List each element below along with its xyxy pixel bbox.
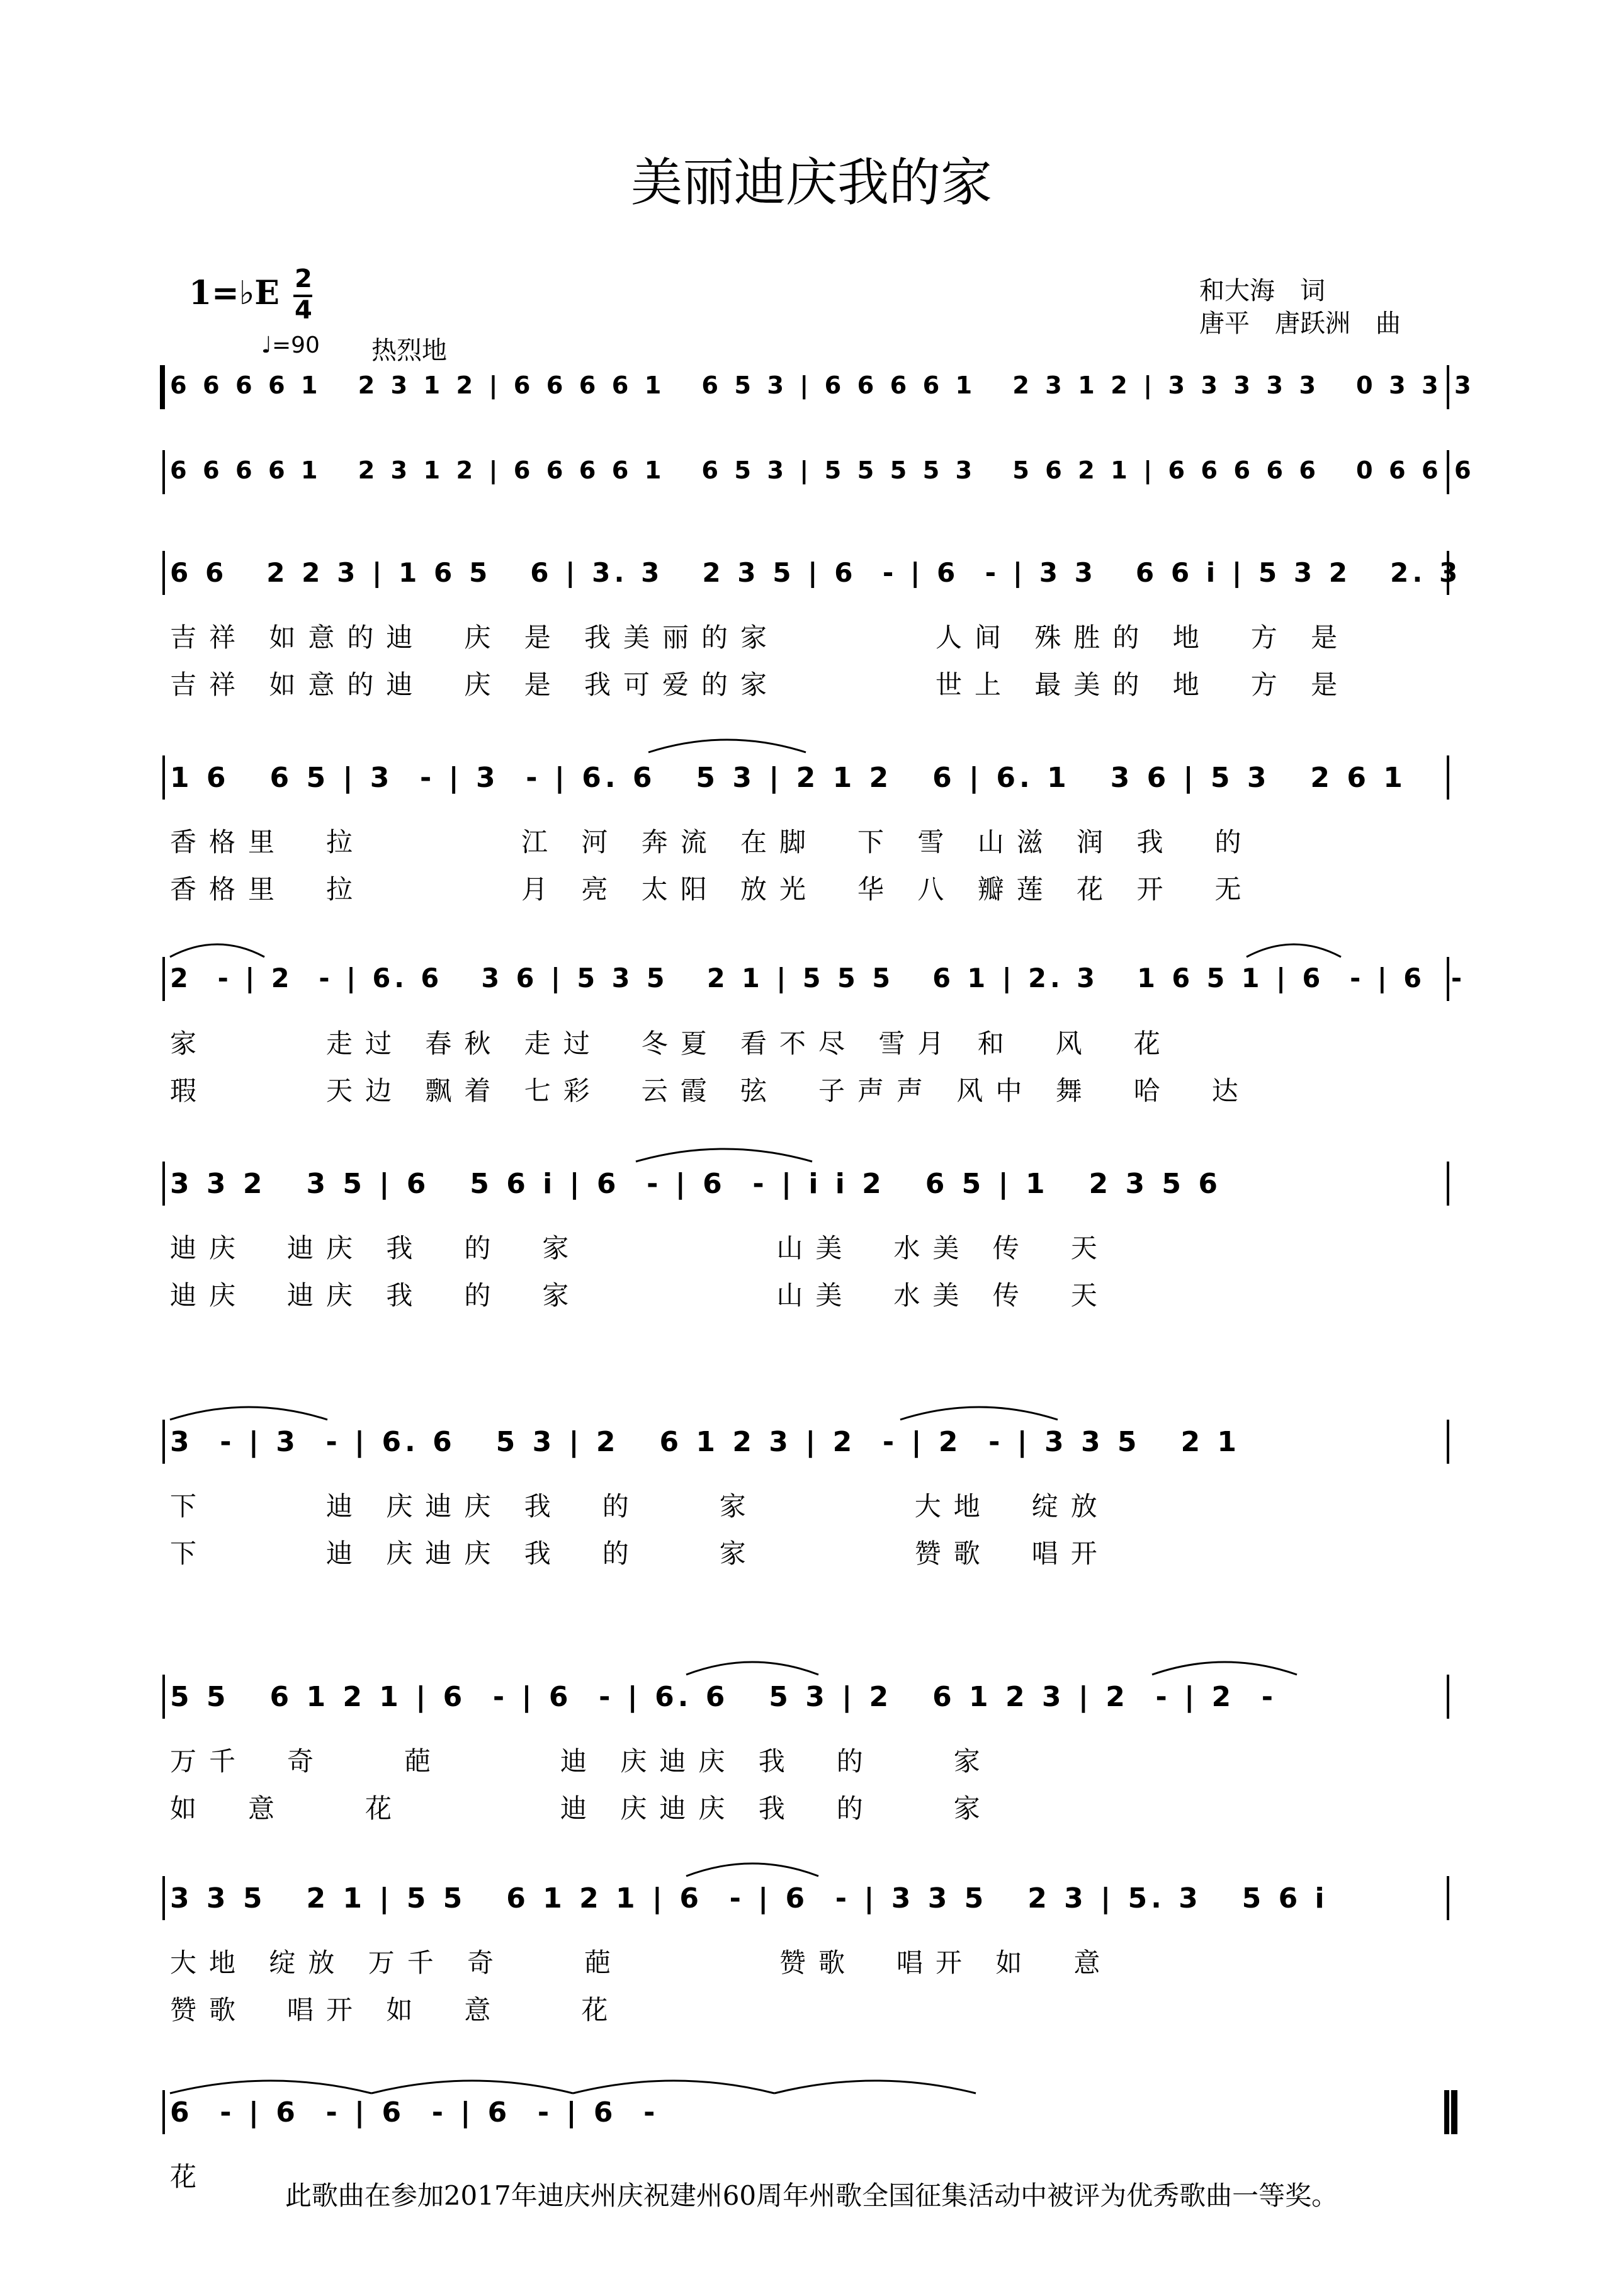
time-signature-bottom: 4 bbox=[295, 296, 312, 325]
lyric-line-2: 吉祥 如意的迪 庆 是 我可爱的家 世上 最美的 地 方 是 bbox=[170, 669, 1350, 700]
tie-slur bbox=[686, 1662, 818, 1675]
lyric-line-2: 迪庆 迪庆 我 的 家 山美 水美 传 天 bbox=[170, 1280, 1110, 1311]
tempo-marking: ♩=90 bbox=[261, 332, 320, 358]
tie-slur bbox=[648, 740, 806, 752]
notation-row: 3 - | 3 - | 6. 6 5 3 | 2 6 1 2 3 | 2 - | 2 - | 3 3 5 2 1 bbox=[170, 1426, 1241, 1458]
lyric-line-1: 下 迪 庆迪庆 我 的 家 大地 绽放 bbox=[170, 1491, 1110, 1522]
lyric-line-1: 花 bbox=[170, 2161, 210, 2192]
tie-slur bbox=[636, 1149, 812, 1162]
tie-slur bbox=[900, 1407, 1058, 1420]
lyricist-credit: 和大海 词 bbox=[1199, 276, 1325, 305]
notation-row: 6 6 6 6 1 2 3 1 2 | 6 6 6 6 1 6 5 3 | 5 5 5 5 3 5 6 2 1 | 6 6 6 6 6 0 6 6 6 bbox=[170, 456, 1475, 485]
award-footnote: 此歌曲在参加2017年迪庆州庆祝建州60周年州歌全国征集活动中被评为优秀歌曲一等奖。 bbox=[285, 2180, 1338, 2211]
lyric-line-2: 香格里 拉 月 亮 太阳 放光 华 八 瓣莲 花 开 无 bbox=[170, 874, 1254, 905]
time-signature-top: 2 bbox=[295, 264, 312, 293]
lyric-line-2: 赞歌 唱开 如 意 花 bbox=[170, 1994, 621, 2025]
tie-slur bbox=[1152, 1662, 1297, 1675]
notation-row: 3 3 2 3 5 | 6 5 6 i | 6 - | 6 - | i i 2 6 5 | 1 2 3 5 6 bbox=[170, 1168, 1221, 1200]
key-signature: 1=♭E bbox=[189, 274, 280, 312]
notation-row: 2 - | 2 - | 6. 6 3 6 | 5 3 5 2 1 | 5 5 5 6 1 | 2. 3 1 6 5 1 | 6 - | 6 - bbox=[170, 963, 1466, 993]
notation-row: 6 6 2 2 3 | 1 6 5 6 | 3. 3 2 3 5 | 6 - | 6 - | 3 3 6 6 i | 5 3 2 2. 3 bbox=[170, 557, 1462, 588]
composer-credit: 唐平 唐跃洲 曲 bbox=[1199, 309, 1401, 338]
tie-slur bbox=[1247, 944, 1341, 957]
lyric-line-1: 大地 绽放 万千 奇 葩 赞歌 唱开 如 意 bbox=[170, 1947, 1113, 1978]
expression-marking: 热烈地 bbox=[371, 336, 447, 365]
notation-row: 6 - | 6 - | 6 - | 6 - | 6 - bbox=[170, 2096, 659, 2129]
lyric-line-1: 香格里 拉 江 河 奔流 在脚 下 雪 山滋 润 我 的 bbox=[170, 827, 1254, 857]
lyric-line-2: 下 迪 庆迪庆 我 的 家 赞歌 唱开 bbox=[170, 1538, 1110, 1569]
tie-slur bbox=[573, 2081, 774, 2093]
notation-row: 1 6 6 5 | 3 - | 3 - | 6. 6 5 3 | 2 1 2 6 | 6. 1 3 6 | 5 3 2 6 1 bbox=[170, 762, 1406, 794]
notation-row: 6 6 6 6 1 2 3 1 2 | 6 6 6 6 1 6 5 3 | 6 6 6 6 1 2 3 1 2 | 3 3 3 3 3 0 3 3 3 bbox=[170, 371, 1475, 400]
lyric-line-1: 万千 奇 葩 迪 庆迪庆 我 的 家 bbox=[170, 1746, 993, 1777]
lyric-line-2: 如 意 花 迪 庆迪庆 我 的 家 bbox=[170, 1793, 993, 1824]
tie-slur bbox=[170, 944, 264, 957]
song-title: 美丽迪庆我的家 bbox=[630, 153, 992, 213]
lyric-line-1: 迪庆 迪庆 我 的 家 山美 水美 传 天 bbox=[170, 1233, 1110, 1264]
lyric-line-2: 瑕 天边 飘着 七彩 云霞 弦 子声声 风中 舞 哈 达 bbox=[170, 1075, 1251, 1106]
lyric-line-1: 家 走过 春秋 走过 冬夏 看不尽 雪月 和 风 花 bbox=[170, 1028, 1173, 1059]
tie-slur bbox=[170, 2081, 371, 2093]
notation-row: 3 3 5 2 1 | 5 5 6 1 2 1 | 6 - | 6 - | 3 3 5 2 3 | 5. 3 5 6 i bbox=[170, 1882, 1328, 1914]
tie-slur bbox=[170, 1407, 327, 1420]
tie-slur bbox=[686, 1863, 818, 1876]
tie-slur bbox=[371, 2081, 573, 2093]
notation-row: 5 5 6 1 2 1 | 6 - | 6 - | 6. 6 5 3 | 2 6 1 2 3 | 2 - | 2 - bbox=[170, 1681, 1277, 1713]
lyric-line-1: 吉祥 如意的迪 庆 是 我美丽的家 人间 殊胜的 地 方 是 bbox=[170, 622, 1350, 653]
tie-slur bbox=[774, 2081, 976, 2093]
